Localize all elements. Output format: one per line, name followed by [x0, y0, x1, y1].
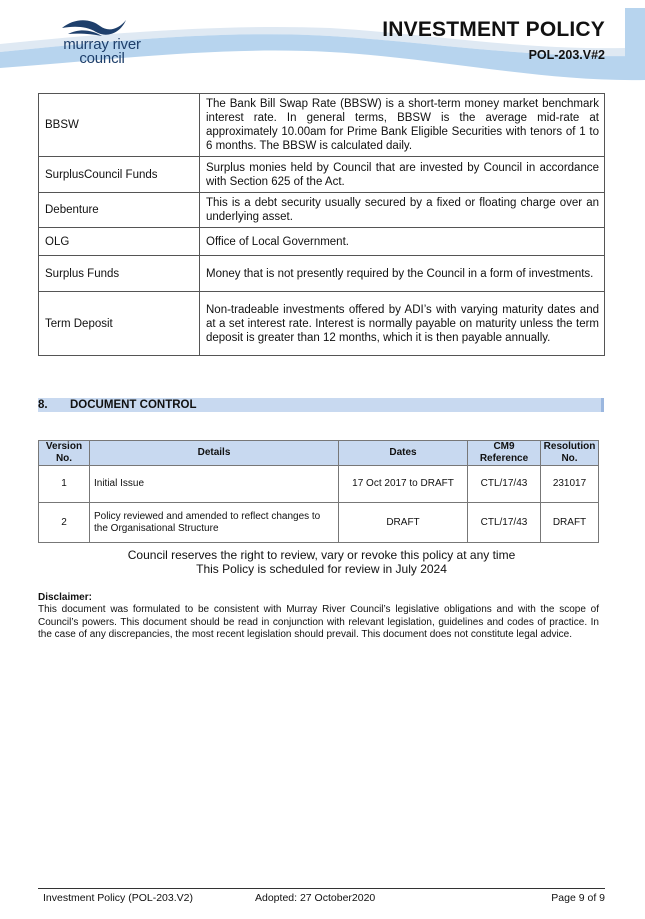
definitions-table: [38, 93, 605, 356]
definition-description: Surplus monies held by Council that are invested by Council in accordance with Section 625 of the Act.: [200, 157, 605, 193]
definition-description: Non-tradeable investments offered by ADI’s with varying maturity dates and at a set interest rate. Interest is normally payable on maturity unless the term deposit is greater than 12 months, which it is then payable annually.: [200, 292, 605, 356]
section-number: 8.: [38, 399, 48, 411]
title-block: [382, 18, 605, 62]
table-cell: Initial Issue: [90, 466, 339, 503]
table-cell: 17 Oct 2017 to DRAFT: [339, 466, 468, 503]
document-title: INVESTMENT POLICY: [382, 18, 605, 41]
column-header: Details: [90, 441, 339, 466]
footer-divider: [38, 888, 605, 889]
review-note-line: This Policy is scheduled for review in July 2024: [196, 562, 447, 576]
definition-row: [39, 256, 605, 292]
definition-term: SurplusCouncil Funds: [39, 157, 200, 193]
column-header: CM9 Reference: [468, 441, 541, 466]
table-cell: Policy reviewed and amended to reflect changes to the Organisational Structure: [90, 503, 339, 543]
review-note-line: Council reserves the right to review, vary or revoke this policy at any time: [127, 548, 516, 562]
definition-row: [39, 157, 605, 193]
column-header: Resolution No.: [541, 441, 599, 466]
definition-description: Money that is not presently required by the Council in a form of investments.: [200, 256, 605, 292]
table-cell: DRAFT: [339, 503, 468, 543]
definition-term: Surplus Funds: [39, 256, 200, 292]
definition-row: [39, 228, 605, 256]
definition-description: This is a debt security usually secured by a fixed or floating charge over an underlying asset.: [200, 193, 605, 228]
table-cell: CTL/17/43: [468, 503, 541, 543]
column-header: Dates: [339, 441, 468, 466]
document-control-table: [38, 440, 599, 543]
council-logo-text: murray river council: [63, 36, 141, 67]
footer-document-name: Investment Policy (POL-203.V2): [43, 892, 193, 904]
table-cell: 231017: [541, 466, 599, 503]
definition-term: BBSW: [39, 94, 200, 157]
document-code: POL-203.V#2: [528, 48, 605, 62]
definition-description: The Bank Bill Swap Rate (BBSW) is a short-term money market benchmark interest rate. In general terms, BBSW is the average mid-rate at approximately 10.00am for Prime Bank Eligible Securities with tenors of 1 to 6 months. The BBSW is calculated daily.: [200, 94, 605, 157]
section-heading: [38, 398, 604, 412]
disclaimer-title: Disclaimer:: [38, 592, 92, 603]
table-row: [39, 466, 599, 503]
table-row: [39, 503, 599, 543]
table-cell: 2: [39, 503, 90, 543]
column-header: Version No.: [39, 441, 90, 466]
definition-row: [39, 292, 605, 356]
definition-row: [39, 193, 605, 228]
definition-row: [39, 94, 605, 157]
definition-term: Debenture: [39, 193, 200, 228]
page-header: [0, 0, 645, 85]
table-cell: DRAFT: [541, 503, 599, 543]
disclaimer-body: This document was formulated to be consistent with Murray River Council’s legislative obligations and with the scope of Council’s powers. This document should be read in conjunction with relevant legislation, guidelines and codes of practice. In the case of any discrepancies, the most recent legislation should prevail. This document does not constitute legal advice.: [38, 604, 599, 640]
table-cell: 1: [39, 466, 90, 503]
definition-description: Office of Local Government.: [200, 228, 605, 256]
footer-adopted-date: Adopted: 27 October2020: [255, 892, 376, 904]
table-cell: CTL/17/43: [468, 466, 541, 503]
review-notes: [38, 548, 605, 576]
page-footer: [43, 891, 605, 905]
section-title: DOCUMENT CONTROL: [70, 399, 197, 411]
definition-term: OLG: [39, 228, 200, 256]
footer-page-number: Page 9 of 9: [551, 892, 605, 904]
definition-term: Term Deposit: [39, 292, 200, 356]
table-header-row: [39, 441, 599, 466]
